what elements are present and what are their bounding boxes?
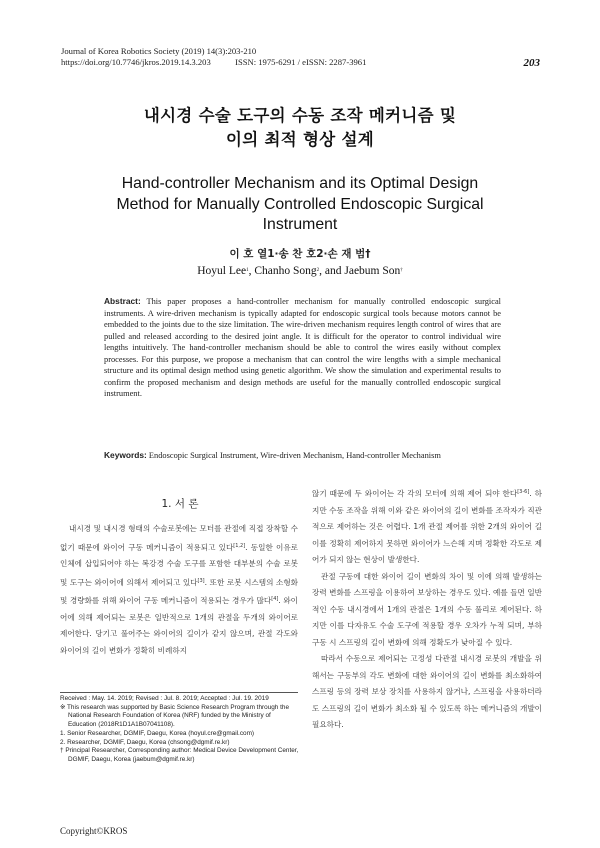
intro-paragraph-1: 내시경 및 내시경 형태의 수술로봇에는 모터를 관절에 직접 장착할 수 없기 때문에 와이어 구동 메커니즘이 적용되고 있다[1,2]. 동일한 이유로 인체에 삽입되어야 하는 복강경 수술 도구를 포함한 대부분의 수술 로봇 및 도구는 와이어에 의해서 제어되고 있다[3]. 또한 로봇 시스템의 소형화 및 경량화를 위해 와이어 구동 메커니즘이 적용되는 경우가 많다[4]. 와이어에 의해 제어되는 로봇은 일반적으로 1개의 관절을 두개의 와이어로 제어한다. 당기고 풀어주는 와이어의 길이가 같지 않으며, 관절 각도와 와이어의 길이 변화가 정확히 비례하지 [60,524,298,655]
doi-link[interactable]: https://doi.org/10.7746/jkros.2019.14.3.203 [61,57,211,67]
english-title-line-2: Method for Manually Controlled Endoscopic Surgical [116,195,484,213]
footnote-author-2: 2. Researcher, DGMIF, Daegu, Korea (chsong@dgmif.re.kr) [60,738,230,746]
intro-paragraph-1-cont: 않기 때문에 두 와이어는 각 각의 모터에 의해 제어 되야 한다[3-6]. 하지만 수동 조작을 위해 이와 같은 와이어의 길이 변화를 조작자가 직관적으로 제어하는 것은 어렵다. 1개 관절 제어를 위한 2개의 와이어 길이를 정확히 제어하지 못하면 와이어가 느슨해 지며 정확한 각도로 제어가 되지 않는 현상이 발생한다. [312,489,542,564]
author-2-affil: 2 [316,268,320,273]
korean-title [0,104,600,152]
abstract [104,296,501,400]
keywords-label: Keywords: [104,450,147,460]
citation: [3] [197,577,205,584]
english-title-line-1: Hand-controller Mechanism and its Optimal Design [121,175,479,192]
footnote-divider [60,692,298,693]
abstract-label: Abstract: [104,296,141,306]
author-3: Jaebum Son [344,265,401,277]
page-number: 203 [523,57,540,69]
intro-paragraph-2: 관절 구동에 대한 와이어 길이 변화의 차이 및 이에 의해 발생하는 장력 변화를 스프링을 이용하여 보상하는 경우도 있다. 예를 들면 일반적인 수동 내시경에서 1개의 관절은 1개의 수동 풀리로 제어된다. 하지만 이를 다자유도 수술 도구에 적용할 경우 오차가 누적 되며, 부하 구동 시 스프링의 길이 변화에 의해 정확도가 낮아질 수 있다. [312,571,542,647]
left-column [60,521,298,659]
issn: ISSN: 1975-6291 / eISSN: 2287-3961 [235,57,367,67]
author-1-affil: 1 [246,268,249,273]
intro-paragraph-3: 따라서 수동으로 제어되는 고정성 다관절 내시경 로봇의 개발을 위해서는 구동부의 각도 변화에 대한 와이어의 길이 변화를 최소화하여 스프링 등의 장력 보상 장치를 사용하지 않거나, 스프링을 사용하더라도 스프링의 길이 변화가 최소화 될 수 있도록 하는 메커니즘의 개발이 필요하다. [312,654,542,729]
journal-citation: Journal of Korea Robotics Society (2019) 14(3):203-210 [61,46,257,56]
english-title-line-3: Instrument [262,216,338,233]
section-heading-introduction: 1. 서 론 [161,498,199,510]
right-column [312,484,542,734]
keywords [104,450,504,461]
copyright: Copyright©KROS [60,826,128,836]
citation: [4] [271,596,279,602]
korean-title-line-1: 내시경 수술 도구의 수동 조작 메커니즘 및 [143,106,457,125]
doi-line [61,57,366,68]
citation: [3-6] [517,489,530,495]
footnote-corresponding-author: † Principal Researcher, Corresponding author: Medical Device Development Center, DGMIF, Daegu, Korea (jaebum@dgmif.re.kr) [60,747,299,763]
abstract-text: This paper proposes a hand-controller mechanism for manually controlled endoscopic surgical instruments. A wire-driven mechanism is typically adapted for endoscopic surgical tools because motors cannot be embedded to the joints due to the size limitation. The wire-driven mechanism requires length control of wires that are pulled and released according to the desired joint angle. It is difficult for the operator to control individual wire lengths intuitively. The hand-controller mechanism should be able to control the wires easily without complex processes. For this purpose, we propose a mechanism that can control the wire lengths with a simple mechanical structure and its optimal design method using genetic algorithm. We show the simulation and experimental results to confirm the proposed mechanism and design methods are useful for the manually controlled endoscopic surgical instrument. [104,297,501,398]
english-title [60,174,540,236]
keywords-text: Endoscopic Surgical Instrument, Wire-driven Mechanism, Hand-controller Mechanism [148,451,441,460]
citation: [1,2] [233,542,246,549]
korean-authors: 이 호 열1·송 찬 호2·손 재 범† [229,248,371,260]
author-1: Hoyul Lee [197,265,247,277]
korean-title-line-2: 이의 최적 형상 설계 [225,130,375,149]
footnote-funding: ※ This research was supported by Basic Science Research Program through the National Research Foundation of Korea (NRF) funded by the Ministry of Education (2018R1D1A1B07041108). [60,703,290,729]
author-3-affil: † [400,268,403,273]
english-authors: Hoyul Lee$^1$, Chanho Song$^2$, and Jaebum Son† [197,265,403,277]
footnote-author-1: 1. Senior Researcher, DGMIF, Daegu, Korea (hoyul.cre@gmail.com) [60,729,255,737]
author-2: Chanho Song [254,265,317,277]
footnote-received: Received : May. 14. 2019; Revised : Jul. 8. 2019; Accepted : Jul. 19. 2019 [60,695,269,702]
footnotes [60,695,300,765]
